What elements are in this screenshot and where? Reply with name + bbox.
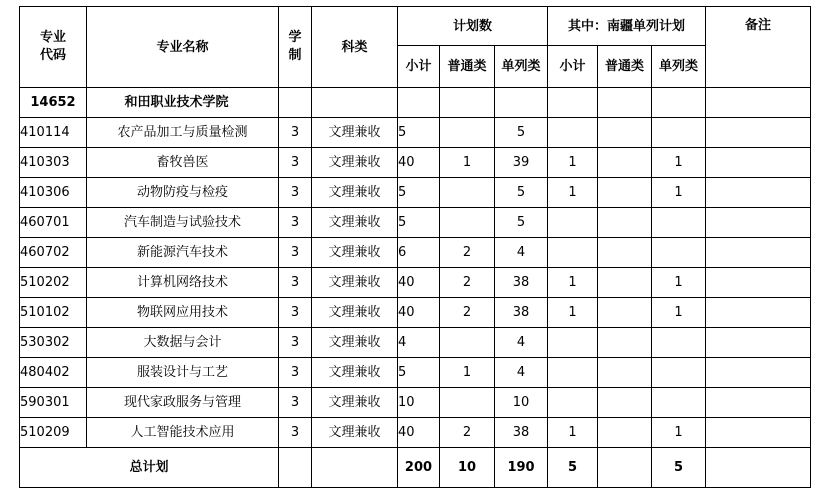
table-cell-south-single: 1 — [652, 148, 706, 178]
table-row — [20, 148, 811, 178]
table-cell-remark — [706, 358, 811, 388]
table-row — [20, 298, 811, 328]
table-cell-south-subtotal: 1 — [548, 298, 598, 328]
header-years: 学制 — [279, 7, 312, 88]
table-cell-general: 2 — [440, 298, 495, 328]
table-cell-years: 3 — [279, 328, 312, 358]
table-cell-remark — [706, 328, 811, 358]
table-cell-remark — [706, 178, 811, 208]
table-cell-subtotal: 40 — [398, 298, 440, 328]
table-cell-single: 5 — [495, 208, 548, 238]
table-cell-subject: 文理兼收 — [312, 328, 398, 358]
table-cell-south-single: 1 — [652, 418, 706, 448]
header-single: 单列类 — [495, 46, 548, 88]
table-cell-south-subtotal — [548, 208, 598, 238]
table-cell-single: 4 — [495, 238, 548, 268]
table-cell-code: 460702 — [20, 238, 87, 268]
table-cell-south-general — [598, 388, 652, 418]
table-cell-general — [440, 118, 495, 148]
table-cell-name: 物联网应用技术 — [87, 298, 279, 328]
table-cell-south-single — [652, 328, 706, 358]
table-cell-years: 3 — [279, 388, 312, 418]
table-cell-name: 人工智能技术应用 — [87, 418, 279, 448]
table-cell-south-general — [598, 118, 652, 148]
table-cell-single: 38 — [495, 418, 548, 448]
table-cell-subtotal: 10 — [398, 388, 440, 418]
table-cell-south-subtotal: 1 — [548, 178, 598, 208]
total-subtotal: 200 — [398, 448, 440, 488]
table-cell-subject: 文理兼收 — [312, 268, 398, 298]
header-south-single: 单列类 — [652, 46, 706, 88]
table-cell-subject: 文理兼收 — [312, 358, 398, 388]
table-cell-code: 590301 — [20, 388, 87, 418]
table-cell-code: 410303 — [20, 148, 87, 178]
table-cell-remark — [706, 118, 811, 148]
table-cell-years: 3 — [279, 268, 312, 298]
table-cell-code: 460701 — [20, 208, 87, 238]
total-single: 190 — [495, 448, 548, 488]
table-cell-general: 2 — [440, 268, 495, 298]
table-cell-subtotal: 5 — [398, 358, 440, 388]
school-name: 和田职业技术学院 — [87, 88, 279, 118]
total-south-general — [598, 448, 652, 488]
table-cell-south-subtotal — [548, 388, 598, 418]
table-cell-south-subtotal — [548, 358, 598, 388]
table-cell-subtotal: 40 — [398, 148, 440, 178]
table-cell-general: 2 — [440, 238, 495, 268]
table-cell-name: 服装设计与工艺 — [87, 358, 279, 388]
total-row — [20, 448, 811, 488]
table-cell-remark — [706, 148, 811, 178]
table-cell-general — [440, 208, 495, 238]
table-cell-remark — [706, 238, 811, 268]
table-cell-south-general — [598, 328, 652, 358]
header-south: 其中：南疆单列计划 — [548, 7, 706, 46]
table-row — [20, 358, 811, 388]
header-plan: 计划数 — [398, 7, 548, 46]
school-row — [20, 88, 811, 118]
table-cell-years: 3 — [279, 118, 312, 148]
table-cell-years: 3 — [279, 238, 312, 268]
table-cell-code: 510202 — [20, 268, 87, 298]
header-subtotal: 小计 — [398, 46, 440, 88]
table-cell-general — [440, 388, 495, 418]
header-south-subtotal: 小计 — [548, 46, 598, 88]
table-cell-code: 480402 — [20, 358, 87, 388]
table-cell-remark — [706, 208, 811, 238]
table-cell-single: 39 — [495, 148, 548, 178]
table-cell-subject: 文理兼收 — [312, 148, 398, 178]
table-cell-south-subtotal — [548, 118, 598, 148]
header-name: 专业名称 — [87, 7, 279, 88]
table-cell-single: 5 — [495, 178, 548, 208]
table-row — [20, 418, 811, 448]
table-cell-years: 3 — [279, 358, 312, 388]
table-cell-subject: 文理兼收 — [312, 208, 398, 238]
table-cell-subject: 文理兼收 — [312, 418, 398, 448]
header-code: 专业代码 — [20, 7, 87, 88]
table-cell-subtotal: 5 — [398, 178, 440, 208]
table-cell-general — [440, 178, 495, 208]
table-cell-south-general — [598, 298, 652, 328]
table-row — [20, 328, 811, 358]
table-cell-code: 410114 — [20, 118, 87, 148]
table-cell-single: 5 — [495, 118, 548, 148]
table-cell-remark — [706, 388, 811, 418]
table-cell-south-single: 1 — [652, 268, 706, 298]
table-cell-subtotal: 6 — [398, 238, 440, 268]
table-cell-subtotal: 4 — [398, 328, 440, 358]
table-row — [20, 208, 811, 238]
table-cell-subject: 文理兼收 — [312, 238, 398, 268]
table-cell-subject: 文理兼收 — [312, 298, 398, 328]
table-cell-south-general — [598, 268, 652, 298]
table-cell-years: 3 — [279, 418, 312, 448]
table-cell-subtotal: 40 — [398, 268, 440, 298]
header-general: 普通类 — [440, 46, 495, 88]
table-cell-remark — [706, 268, 811, 298]
table-cell-code: 510102 — [20, 298, 87, 328]
table-cell-name: 汽车制造与试验技术 — [87, 208, 279, 238]
header-south-general: 普通类 — [598, 46, 652, 88]
table-cell-single: 38 — [495, 268, 548, 298]
table-cell-south-subtotal: 1 — [548, 268, 598, 298]
table-cell-single: 4 — [495, 358, 548, 388]
table-cell-general: 1 — [440, 358, 495, 388]
table-cell-name: 动物防疫与检疫 — [87, 178, 279, 208]
table-cell-south-single — [652, 358, 706, 388]
header-remark: 备注 — [706, 7, 811, 88]
table-cell-south-single — [652, 388, 706, 418]
table-cell-south-single — [652, 118, 706, 148]
enrollment-plan-table — [19, 6, 811, 488]
table-cell-general — [440, 328, 495, 358]
table-cell-code: 510209 — [20, 418, 87, 448]
table-cell-subject: 文理兼收 — [312, 178, 398, 208]
table-row — [20, 238, 811, 268]
table-cell-years: 3 — [279, 208, 312, 238]
table-row — [20, 388, 811, 418]
table-cell-single: 4 — [495, 328, 548, 358]
table-cell-south-general — [598, 208, 652, 238]
total-south-single: 5 — [652, 448, 706, 488]
table-cell-code: 410306 — [20, 178, 87, 208]
table-row — [20, 178, 811, 208]
table-cell-subtotal: 5 — [398, 118, 440, 148]
table-cell-remark — [706, 418, 811, 448]
table-cell-name: 新能源汽车技术 — [87, 238, 279, 268]
school-code: 14652 — [20, 88, 87, 118]
table-row — [20, 118, 811, 148]
table-cell-name: 计算机网络技术 — [87, 268, 279, 298]
header-row-top — [20, 7, 811, 46]
table-cell-years: 3 — [279, 298, 312, 328]
table-cell-name: 大数据与会计 — [87, 328, 279, 358]
header-subject: 科类 — [312, 7, 398, 88]
table-cell-south-single: 1 — [652, 298, 706, 328]
table-cell-south-general — [598, 178, 652, 208]
table-cell-south-single — [652, 238, 706, 268]
table-cell-years: 3 — [279, 148, 312, 178]
table-cell-name: 畜牧兽医 — [87, 148, 279, 178]
table-cell-south-subtotal — [548, 238, 598, 268]
table-cell-south-single: 1 — [652, 178, 706, 208]
total-south-subtotal: 5 — [548, 448, 598, 488]
table-cell-single: 38 — [495, 298, 548, 328]
table-cell-code: 530302 — [20, 328, 87, 358]
table-cell-south-subtotal: 1 — [548, 148, 598, 178]
table-cell-south-single — [652, 208, 706, 238]
table-cell-south-general — [598, 148, 652, 178]
table-cell-subtotal: 5 — [398, 208, 440, 238]
table-cell-single: 10 — [495, 388, 548, 418]
table-cell-general: 1 — [440, 148, 495, 178]
table-cell-subject: 文理兼收 — [312, 388, 398, 418]
table-cell-subtotal: 40 — [398, 418, 440, 448]
table-cell-name: 现代家政服务与管理 — [87, 388, 279, 418]
table-cell-south-general — [598, 418, 652, 448]
table-cell-name: 农产品加工与质量检测 — [87, 118, 279, 148]
table-cell-remark — [706, 298, 811, 328]
total-general: 10 — [440, 448, 495, 488]
table-row — [20, 268, 811, 298]
table-cell-years: 3 — [279, 178, 312, 208]
total-remark — [706, 448, 811, 488]
table-cell-south-general — [598, 238, 652, 268]
table-cell-south-subtotal: 1 — [548, 418, 598, 448]
table-cell-south-subtotal — [548, 328, 598, 358]
table-cell-subject: 文理兼收 — [312, 118, 398, 148]
table-cell-south-general — [598, 358, 652, 388]
table-cell-general: 2 — [440, 418, 495, 448]
total-label: 总计划 — [20, 448, 279, 488]
